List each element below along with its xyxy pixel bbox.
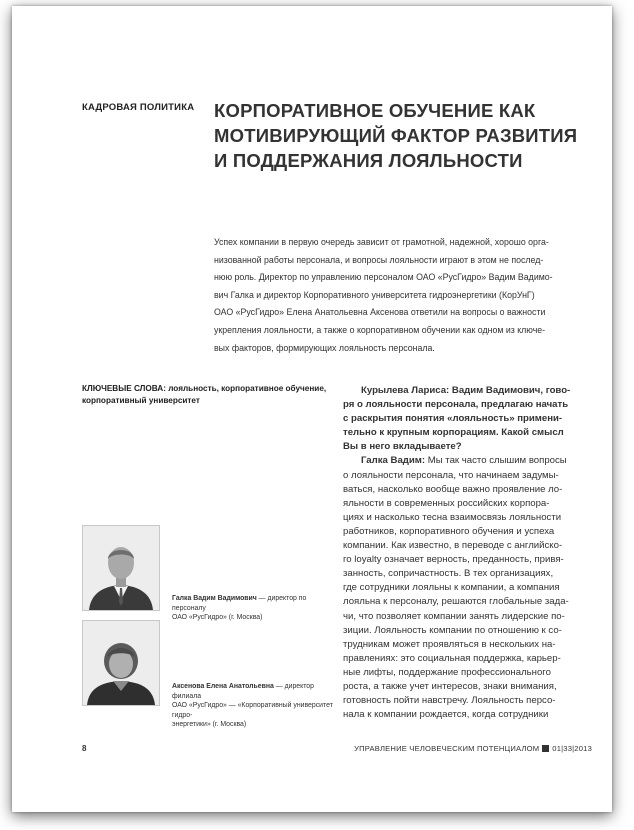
person-name: Аксенова Елена Анатольевна — [172, 683, 274, 690]
person-org: энергетики» (г. Москва) — [172, 721, 247, 729]
answer-line: о лояльности персонала, что начинаем задумы- — [343, 469, 559, 481]
answer-line: правлениях: это социальная поддержка, карьер- — [343, 652, 561, 664]
answer-line: готовность пойти навстречу. Лояльность персо- — [343, 695, 556, 707]
square-bullet-icon — [542, 745, 549, 752]
issue-number: 01|33|2013 — [552, 744, 592, 753]
portrait-photo-aksenova — [82, 620, 160, 706]
person-role: — директор по персоналу — [172, 595, 307, 612]
caption-galka — [172, 594, 340, 623]
answer-speaker: Галка Вадим: — [361, 455, 426, 467]
answer-line: роста, а также учет интересов, знаки внимания, — [343, 680, 557, 692]
lead-line: низованной работы персонала, и вопросы лояльности играют в этом не послед- — [214, 254, 544, 265]
lead-line: укрепления лояльности, а также о корпоративном обучении как одном из ключе- — [214, 324, 546, 335]
lead-paragraph — [214, 234, 604, 357]
page-number: 8 — [82, 744, 87, 753]
person-name: Галка Вадим Вадимович — [172, 595, 257, 602]
question-line: тельно к крупным корпорациям. Какой смысл — [343, 427, 564, 439]
keywords-label: КЛЮЧЕВЫЕ СЛОВА: — [82, 384, 166, 393]
answer-line: циях и насколько тесна взаимосвязь лояльности — [343, 511, 562, 523]
answer-line: нала к компании рождается, когда сотрудники — [343, 709, 549, 721]
lead-line: вых факторов, формирующих лояльность персонала. — [214, 342, 435, 353]
question-line: Вы в него вкладываете? — [343, 441, 462, 453]
keywords-text: лояльность, корпоративное обучение, корпоративный университет — [82, 384, 327, 405]
answer-line: ные лифты, поддержание профессионального — [343, 666, 551, 678]
answer-text: Мы так часто слышим вопросы — [425, 455, 567, 467]
question-line: с раскрытия понятия «лояльность» примени- — [343, 413, 563, 425]
answer-line: компании. Как известно, в переводе с английско- — [343, 540, 563, 552]
answer-line: яльности в современных российских корпора- — [343, 497, 550, 509]
portrait-photo-galka — [82, 525, 160, 611]
journal-name: УПРАВЛЕНИЕ ЧЕЛОВЕЧЕСКИМ ПОТЕНЦИАЛОМ — [354, 744, 540, 753]
answer-first-line — [343, 454, 605, 468]
answer-line: лояльна к персоналу, решаются глобальные зада- — [343, 596, 569, 608]
answer-line: ваться, насколько вообще важно проявление ло- — [343, 483, 563, 495]
title-line: МОТИВИРУЮЩИЙ ФАКТОР РАЗВИТИЯ — [214, 125, 578, 146]
answer-line: где сотрудники лояльны к компании, а компания — [343, 582, 560, 594]
answer-line: трудникам может проявляться в нескольких на- — [343, 638, 556, 650]
title-line: И ПОДДЕРЖАНИЯ ЛОЯЛЬНОСТИ — [214, 150, 523, 171]
running-footer — [354, 744, 592, 753]
question-line: Курылева Лариса: Вадим Вадимович, гово- — [361, 385, 571, 396]
lead-line: нюю роль. Директор по управлению персоналом ОАО «РусГидро» Вадим Вадимо- — [214, 272, 553, 283]
lead-line: ОАО «РусГидро» Елена Анатольевна Аксенова ответили на вопросы о важности — [214, 307, 546, 318]
magazine-page — [12, 6, 612, 812]
question-line: ря о лояльности персонала, предлагаю начать — [343, 399, 569, 411]
person-org: ОАО «РусГидро» — «Корпоративный университет гидро- — [172, 702, 333, 719]
person-role: — директор филиала — [172, 683, 314, 700]
person-org: ОАО «РусГидро» (г. Москва) — [172, 614, 263, 622]
keywords-block — [82, 383, 337, 407]
lead-line: Успех компании в первую очередь зависит от грамотной, надежной, хорошо орга- — [214, 237, 549, 247]
caption-aksenova — [172, 682, 340, 730]
lead-line: вич Галка и директор Корпоративного университета гидроэнергетики (КорУнГ) — [214, 289, 535, 300]
interview-column — [343, 384, 605, 722]
answer-line: работников, корпоративного обучения и успеха — [343, 525, 555, 537]
article-title — [214, 98, 594, 173]
answer-line: зиции. Лояльность компании по отношению к со- — [343, 624, 562, 636]
title-line: КОРПОРАТИВНОЕ ОБУЧЕНИЕ КАК — [214, 100, 536, 121]
section-rubric: КАДРОВАЯ ПОЛИТИКА — [82, 102, 195, 113]
answer-line: чи, что позволяет компании занять лидерские по- — [343, 610, 565, 622]
answer-line: занность, сопричастность. В тех организациях, — [343, 568, 554, 580]
answer-line: го loyalty означает верность, преданность, привя- — [343, 554, 564, 566]
